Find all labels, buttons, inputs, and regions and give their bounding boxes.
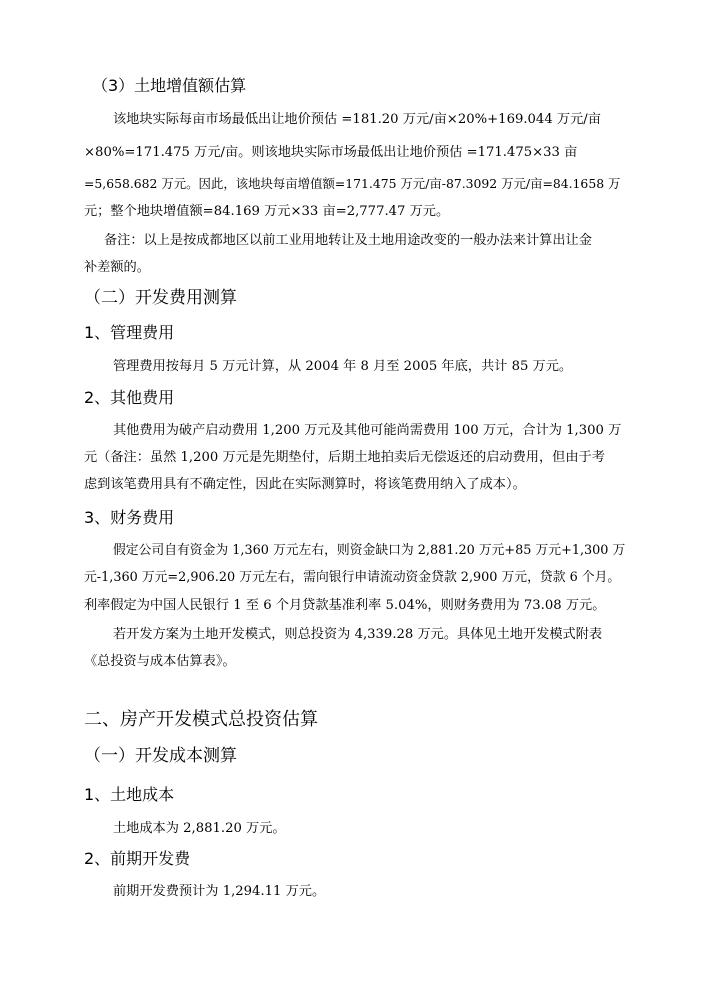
total-investment-line-2: 《总投资与成本估算表》。 [84,654,236,669]
other-fee-line-2: 元（备注：虽然 1,200 万元是先期垫付，后期土地拍卖后无偿返还的启动费用，但由于考 [84,450,605,465]
land-value-line-1: 该地块实际每亩市场最低出让地价预估 =181.20 万元/亩×20%+169.044 万元/亩 [113,112,601,127]
finance-fee-heading: 3、财务费用 [84,508,175,527]
land-cost-text: 土地成本为 2,881.20 万元。 [113,821,286,836]
pre-dev-heading: 2、前期开发费 [84,849,191,868]
land-value-line-2: ×80%=171.475 万元/亩。则该地块实际市场最低出让地价预估 =171.475×33 亩 [84,145,578,160]
land-value-heading: （3）土地增值额估算 [92,76,247,95]
management-fee-text: 管理费用按每月 5 万元计算，从 2004 年 8 月至 2005 年底，共计 85 万元。 [113,359,573,374]
other-fee-heading: 2、其他费用 [84,388,175,407]
real-estate-section-heading: 二、房产开发模式总投资估算 [84,709,318,730]
total-investment-line-1: 若开发方案为土地开发模式，则总投资为 4,339.28 万元。具体见土地开发模式附表 [113,627,603,642]
management-fee-heading: 1、管理费用 [84,323,175,342]
finance-fee-line-3: 利率假定为中国人民银行 1 至 6 个月贷款基准利率 5.04%，则财务费用为 73.08 万元。 [84,598,606,613]
finance-fee-line-1: 假定公司自有资金为 1,360 万元左右，则资金缺口为 2,881.20 万元+85 万元+1,300 万 [113,543,626,558]
land-value-line-3: =5,658.682 万元。因此，该地块每亩增值额=171.475 万元/亩-87.3092 万元/亩=84.1658 万 [84,176,621,191]
dev-expense-heading: （二）开发费用测算 [84,288,237,308]
pre-dev-text: 前期开发费预计为 1,294.11 万元。 [113,884,326,899]
finance-fee-line-2: 元-1,360 万元=2,906.20 万元左右，需向银行申请流动资金贷款 2,900 万元，贷款 6 个月。 [84,570,621,585]
land-value-line-4: 元；整个地块增值额=84.169 万元×33 亩=2,777.47 万元。 [84,204,450,219]
other-fee-line-1: 其他费用为破产启动费用 1,200 万元及其他可能尚需费用 100 万元，合计为 1,300 万 [113,423,622,438]
land-value-note-line-1: 备注：以上是按成都地区以前工业用地转让及土地用途改变的一般办法来计算出让金 [104,233,592,248]
land-value-note-line-2: 补差额的。 [84,260,150,275]
other-fee-line-3: 虑到该笔费用具有不确定性，因此在实际测算时，将该笔费用纳入了成本）。 [84,477,526,492]
dev-cost-sub-heading: （一）开发成本测算 [84,746,237,766]
land-cost-heading: 1、土地成本 [84,785,175,804]
